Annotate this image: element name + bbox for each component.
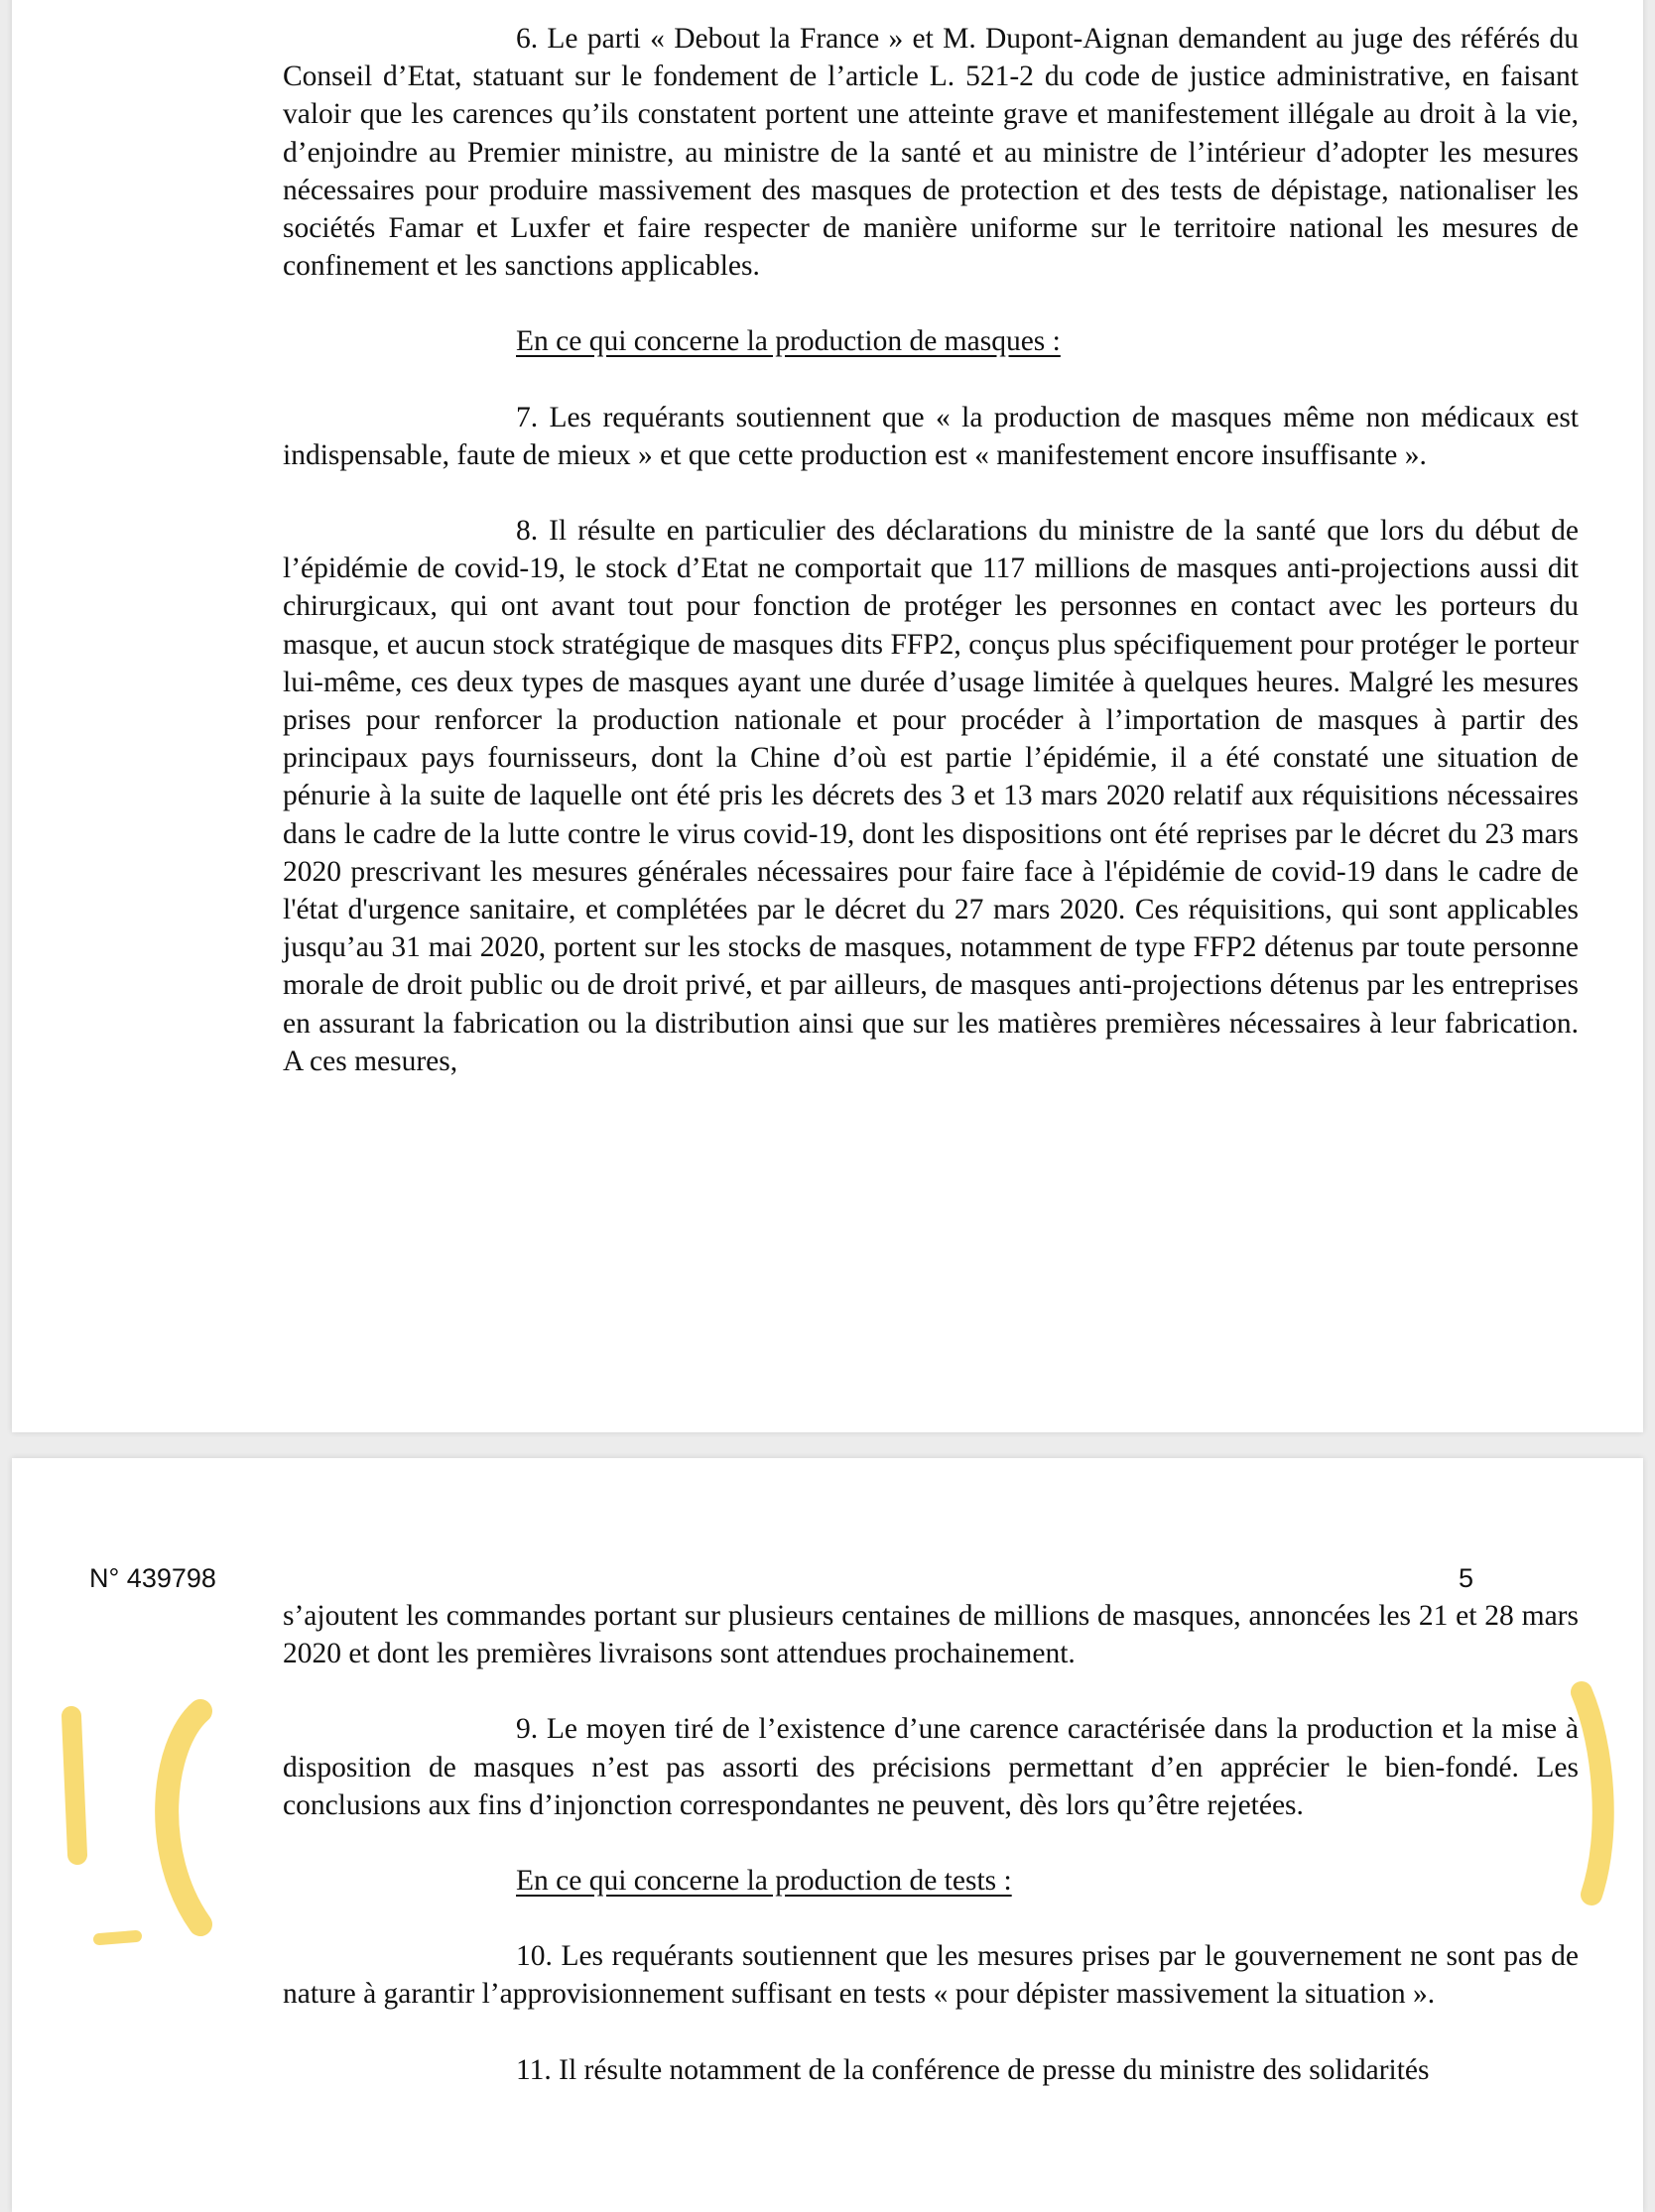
paragraph-10: 10. Les requérants soutiennent que les mesures prises par le gouvernement ne sont pas de nature à garantir l’approvisionnement suffisant en tests « pour dépister massivement la situation ». [283, 1940, 1579, 2011]
paragraph-11: 11. Il résulte notamment de la conférence de presse du ministre des solidarités [516, 2053, 1430, 2086]
section-heading-tests: En ce qui concerne la production de tests : [516, 1865, 1012, 1898]
highlighter-stroke-right-paren [1582, 1692, 1603, 1895]
page-4-body [283, 20, 1579, 1080]
paragraph-8-continued: s’ajoutent les commandes portant sur plusieurs centaines de millions de masques, annoncées les 21 et 28 mars 2020 et dont les premières livraisons sont attendues prochainement. [283, 1600, 1579, 1670]
paragraph-9: 9. Le moyen tiré de l’existence d’une carence caractérisée dans la production et la mise à disposition de masques n’est pas assorti des précisions permettant d’en apprécier le bien-fondé. Les conclusions aux fins d’injonction correspondantes ne peuvent, dès lors qu’être rejetées. [283, 1713, 1579, 1821]
document-page-5 [12, 1458, 1643, 2212]
document-page-4 [12, 0, 1643, 1432]
case-number: N° 439798 [89, 1563, 216, 1593]
page-5-body [283, 1597, 1579, 2089]
paragraph-6: 6. Le parti « Debout la France » et M. Dupont-Aignan demandent au juge des référés du Conseil d’Etat, statuant sur le fondement de l’article L. 521-2 du code de justice administrative, en faisant valoir que les carences qu’ils constatent portent une atteinte grave et manifestement illégale au droit à la vie, d’enjoindre au Premier ministre, au ministre de la santé et au ministre de l’intérieur d’adopter les mesures nécessaires pour produire massivement des masques de protection et des tests de dépistage, nationaliser les sociétés Famar et Luxfer et faire respecter de manière uniforme sur le territoire national les mesures de confinement et les sanctions applicables. [283, 23, 1579, 283]
paragraph-8: 8. Il résulte en particulier des déclarations du ministre de la santé que lors du début de l’épidémie de covid-19, le stock d’Etat ne comportait que 117 millions de masques anti-projections aussi dit chirurgicaux, qui ont avant tout pour fonction de protéger les personnes en contact avec les porteurs du masque, et aucun stock stratégique de masques dits FFP2, conçus plus spécifiquement pour protéger le porteur lui-même, ces deux types de masques ayant une durée d’usage limitée à quelques heures. Malgré les mesures prises pour renforcer la production nationale et pour procéder à l’importation de masques à partir des principaux pays fournisseurs, dont la Chine d’où est partie l’épidémie, il a été constaté une situation de pénurie à la suite de laquelle ont été pris les décrets des 3 et 13 mars 2020 relatif aux réquisitions nécessaires dans le cadre de la lutte contre le virus covid-19, dont les dispositions ont été reprises par le décret du 23 mars 2020 prescrivant les mesures générales nécessaires pour faire face à l'épidémie de covid-19 dans le cadre de l'état d'urgence sanitaire, et complétées par le décret du 27 mars 2020. Ces réquisitions, qui sont applicables jusqu’au 31 mai 2020, portent sur les stocks de masques, notamment de type FFP2 détenus par toute personne morale de droit public ou de droit privé, et par ailleurs, de masques anti-projections détenus par les entreprises en assurant la fabrication ou la distribution ainsi que sur les matières premières nécessaires à leur fabrication. A ces mesures, [283, 515, 1579, 1077]
section-heading-masques: En ce qui concerne la production de masques : [516, 325, 1061, 358]
highlighter-stroke-left-dash [99, 1936, 136, 1939]
highlighter-stroke-left-paren [167, 1711, 200, 1924]
page-number: 5 [1459, 1563, 1474, 1593]
paragraph-7: 7. Les requérants soutiennent que « la production de masques même non médicaux est indispensable, faute de mieux » et que cette production est « manifestement encore insuffisante ». [283, 401, 1579, 471]
highlighter-stroke-left-bar [71, 1716, 77, 1855]
